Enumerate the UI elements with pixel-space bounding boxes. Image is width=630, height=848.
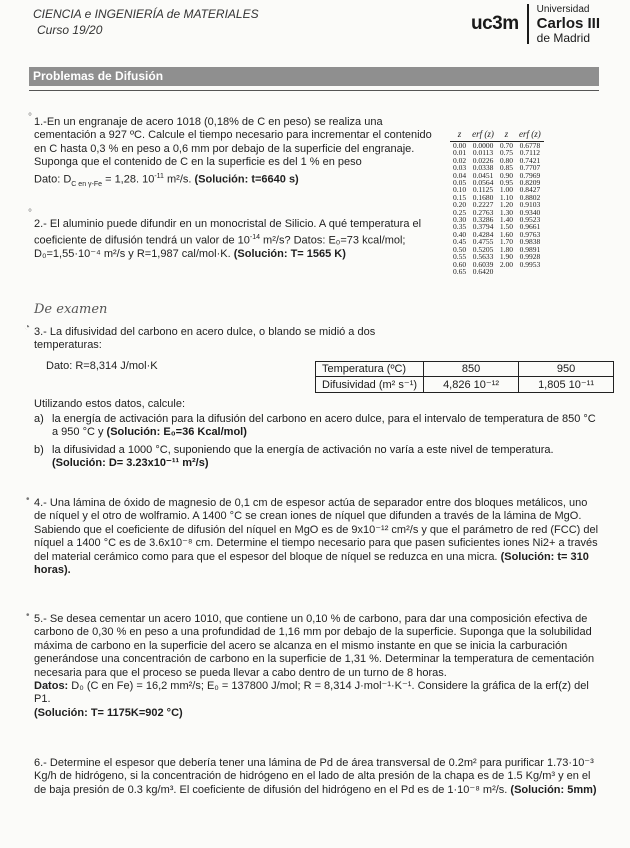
table-cell: 0.35: [453, 222, 467, 232]
problem-3-intro: Utilizando estos datos, calcule:: [34, 398, 186, 410]
table-cell: 2.00: [499, 259, 513, 269]
table-cell: 0.2763: [472, 207, 494, 217]
table-cell: 0.0564: [472, 178, 494, 188]
table-cell: 0.50: [453, 244, 467, 254]
table-cell: 0.9953: [519, 259, 541, 269]
handwritten-note: De examen: [34, 302, 108, 317]
list-item-label: b): [34, 443, 44, 456]
erf-column-header: erf (z): [516, 129, 544, 142]
problem-1-data-exp: -11: [154, 172, 164, 180]
table-cell: 1,805 10⁻¹¹: [519, 377, 614, 393]
table-cell: Temperatura (ºC): [316, 362, 424, 377]
banner-divider: [29, 90, 599, 91]
problem-3a-text: la energía de activación para la difusión del carbono en acero dulce, para el intervalo de temperatura de 850 °C a 950 °C y: [52, 413, 596, 439]
table-cell: 0.8802: [519, 192, 541, 202]
erf-column-header: z: [450, 129, 469, 142]
university-logo: [471, 4, 600, 44]
table-cell: 0.15: [453, 192, 467, 202]
table-cell: 0.03: [453, 163, 467, 173]
problem-2-text: 2.- El aluminio puede difundir en un monocristal de Silicio. A qué temperatura el coeficiente de difusión tendrá un valor de 10: [34, 218, 422, 248]
table-cell: 0.6039: [472, 259, 494, 269]
table-cell: 0.40: [453, 229, 467, 239]
table-row: [316, 362, 614, 377]
logo-line-2: Carlos III: [536, 15, 600, 32]
logo-line-1: Universidad: [536, 4, 590, 15]
table-cell: 0.20: [453, 200, 467, 210]
table-cell: 0.1125: [472, 185, 494, 195]
logo-university-name: [537, 4, 600, 44]
table-cell: 0.85: [499, 163, 513, 173]
problem-6: [34, 757, 600, 797]
table-cell: 0.70: [499, 141, 513, 150]
problem-2-solution: (Solución: T= 1565 K): [233, 248, 346, 261]
problem-4-text: 4.- Una lámina de óxido de magnesio de 0,1 cm de espesor actúa de separador entre dos bloques metálicos, uno de níquel y el otro de wolframio. A 1400 °C se crean iones de níquel que difunden a través de la lámina de MgO. Sabiendo que el coeficiente de difusión del níquel en MgO es de 9x10⁻¹² cm²/s y que el parámetro de red (FCC) del níquel a 1400 °C es de 3.6x10⁻⁸ cm. Determine el tiempo necesario para que pasen suficientes iones Ni2+ a través del material cerámico como para que el espesor del bloque de níquel se reduzca en una micra.: [34, 497, 599, 563]
table-cell: 0.9838: [519, 237, 541, 247]
table-cell: 0.6420: [472, 266, 494, 276]
table-cell: 0.60: [453, 259, 467, 269]
problem-6-text: 6.- Determine el espesor que debería tener una lámina de Pd de área transversal de 0.2m² para purificar 1.73·10⁻³ Kg/h de hidrógeno, si la concentración de hidrógeno en el lado de alta presión de la chapa es de 1.5 Kg/m³ y en el de baja presión de 0.3 kg/m³. El coeficiente de difusión del hidrógeno en el Pd es de 1·10⁻⁸ m²/s.: [34, 757, 594, 796]
diffusivity-table-container: [315, 361, 614, 393]
problem-5-text: 5.- Se desea cementar un acero 1010, que contiene un 0,10 % de carbono, para dar una composición efectiva de carbono de 0,30 % en peso a una profundidad de 1,16 mm por debajo de la superficie. Suponga que la solubilidad máxima de carbono en la superficie del acero se alcanza en el mismo instante en que se inicia la carburación generándose una concentración de carbono en la superficie de 1,31 %. Determinar la temperatura de cementación necesaria para que el proceso se pueda llevar a cabo dentro de un turno de 8 horas.: [34, 613, 595, 679]
problem-1-data-value: = 1,28. 10: [102, 173, 155, 186]
table-cell: 0.00: [453, 141, 467, 150]
table-cell: 0.5205: [472, 244, 494, 254]
table-cell: 950: [519, 362, 614, 377]
table-cell: 0.25: [453, 207, 467, 217]
table-cell: 0.0000: [472, 141, 494, 150]
table-cell: 0.75: [499, 148, 513, 158]
problem-4-solution: (Solución: t= 310 horas).: [34, 550, 589, 577]
table-cell: 0.9523: [519, 215, 541, 225]
table-cell: 0.9661: [519, 222, 541, 232]
table-cell: 850: [424, 362, 519, 377]
problem-3-text: 3.- La difusividad del carbono en acero dulce, o blando se midió a dos temperaturas:: [34, 326, 376, 352]
bullet-icon: ◔: [24, 322, 31, 333]
problem-2-text-b: m²/s? Datos:: [260, 235, 326, 248]
erf-column-header: erf (z): [469, 129, 497, 142]
table-cell: 0.4755: [472, 237, 494, 247]
problem-3-subquestions: [34, 413, 599, 471]
table-cell: 0.8427: [519, 185, 541, 195]
table-cell: 0.30: [453, 215, 467, 225]
table-cell: 0.3794: [472, 222, 494, 232]
course-header: [33, 6, 259, 38]
erf-table-container: [450, 129, 544, 275]
table-cell: 0.7421: [519, 155, 541, 165]
bullet-icon: •: [26, 494, 30, 505]
table-cell: 0.0338: [472, 163, 494, 173]
erf-table: [450, 129, 544, 275]
table-cell: 0.0113: [472, 148, 494, 158]
table-cell: 0.9340: [519, 207, 541, 217]
bullet-icon: °: [28, 208, 32, 219]
diffusivity-table: [315, 361, 614, 393]
table-cell: 1.20: [499, 200, 513, 210]
problem-3-data: Dato: R=8,314 J/mol·K: [46, 360, 158, 372]
problem-5-data-label: Datos:: [34, 680, 69, 693]
table-cell: 0.3286: [472, 215, 494, 225]
table-cell: 1.30: [499, 207, 513, 217]
table-cell: 0.80: [499, 155, 513, 165]
table-cell: 0.9928: [519, 252, 541, 262]
problem-1-data-label: Dato: D: [34, 173, 72, 186]
list-item: [34, 413, 599, 440]
problem-1-data-sub: C en γ-Fe: [71, 180, 103, 188]
table-cell: 0.7112: [519, 148, 541, 158]
logo-line-3: de Madrid: [536, 31, 591, 45]
logo-divider: [527, 4, 529, 44]
table-cell: 1.00: [499, 185, 513, 195]
course-title: CIENCIA e INGENIERÍA de MATERIALES: [33, 7, 259, 21]
table-cell: 0.2227: [472, 200, 494, 210]
table-cell: 0.9891: [519, 244, 541, 254]
problem-4: [34, 497, 600, 577]
course-year: Curso 19/20: [37, 23, 103, 37]
table-cell: 0.95: [499, 178, 513, 188]
table-cell: 1.60: [499, 229, 513, 239]
table-cell: 0.7707: [519, 163, 541, 173]
problem-5-data: D₀ (C en Fe) = 16,2 mm²/s; E₀ = 137800 J/mol; R = 8,314 J·mol⁻¹·K⁻¹. Considere la gráfica de la erf(z) del P1.: [34, 680, 589, 706]
table-cell: Difusividad (m² s⁻¹): [316, 377, 424, 393]
section-banner: Problemas de Difusión: [29, 67, 599, 86]
table-cell: 0.65: [453, 266, 467, 276]
table-cell: [497, 268, 516, 275]
problem-1-solution: (Solución: t=6640 s): [194, 173, 299, 186]
problem-5: [34, 613, 600, 720]
table-cell: 0.5633: [472, 252, 494, 262]
problem-1-text: 1.-En un engranaje de acero 1018 (0,18% de C en peso) se realiza una cementación a 927 ºC. Calcule el tiempo necesario para incrementar el contenido en C hasta 0,3 % en peso a 0,6 mm por debajo de la superficie del engranaje. Suponga que el contenido de C en la superficie es del 1 % en peso: [34, 116, 432, 169]
problem-2: [34, 218, 444, 262]
problem-2-exp: -14: [249, 234, 260, 242]
table-cell: 1.40: [499, 215, 513, 225]
table-cell: 1.10: [499, 192, 513, 202]
problem-6-solution: (Solución: 5mm): [510, 783, 597, 796]
table-cell: 0.02: [453, 155, 467, 165]
table-cell: 1.80: [499, 244, 513, 254]
list-item-label: a): [34, 413, 44, 425]
table-cell: 1.70: [499, 237, 513, 247]
table-cell: 0.4284: [472, 229, 494, 239]
list-item: [34, 444, 599, 471]
bullet-icon: °: [28, 112, 32, 123]
table-cell: 0.10: [453, 185, 467, 195]
logo-short: uc3m: [471, 13, 519, 34]
problem-3a-solution: (Solución: E₀=36 Kcal/mol): [106, 426, 247, 439]
table-row: [450, 268, 544, 275]
problem-2-data: E₀=73 kcal/mol; D₀=1,55·10⁻⁴ m²/s y R=1,987 cal/mol·K.: [34, 235, 406, 261]
table-cell: 0.45: [453, 237, 467, 247]
problem-3b-text: la difusividad a 1000 °C, suponiendo que la energía de activación no varía a este nivel de temperatura.: [52, 443, 554, 456]
table-cell: 0.01: [453, 148, 467, 158]
problem-5-solution: (Solución: T= 1175K=902 °C): [34, 706, 183, 719]
table-cell: 1.90: [499, 252, 513, 262]
bullet-icon: •: [26, 610, 30, 621]
table-cell: 0.90: [499, 170, 513, 180]
table-cell: 0.9103: [519, 200, 541, 210]
table-cell: 0.0226: [472, 155, 494, 165]
table-cell: 0.7969: [519, 170, 541, 180]
table-cell: 0.0451: [472, 170, 494, 180]
table-cell: 0.8209: [519, 178, 541, 188]
table-cell: 0.6778: [519, 141, 541, 150]
table-cell: 0.05: [453, 178, 467, 188]
problem-3b-solution: (Solución: D= 3.23x10⁻¹¹ m²/s): [52, 457, 209, 470]
table-cell: 4,826 10⁻¹²: [424, 377, 519, 393]
table-cell: 0.55: [453, 252, 467, 262]
table-cell: 0.04: [453, 170, 467, 180]
problem-1: [34, 116, 444, 191]
table-row: [316, 377, 614, 393]
table-cell: 1.50: [499, 222, 513, 232]
table-cell: 0.1680: [472, 192, 494, 202]
table-cell: [516, 268, 544, 275]
erf-column-header: z: [497, 129, 516, 142]
table-cell: 0.9763: [519, 229, 541, 239]
problem-1-data-units: m²/s.: [163, 173, 192, 186]
